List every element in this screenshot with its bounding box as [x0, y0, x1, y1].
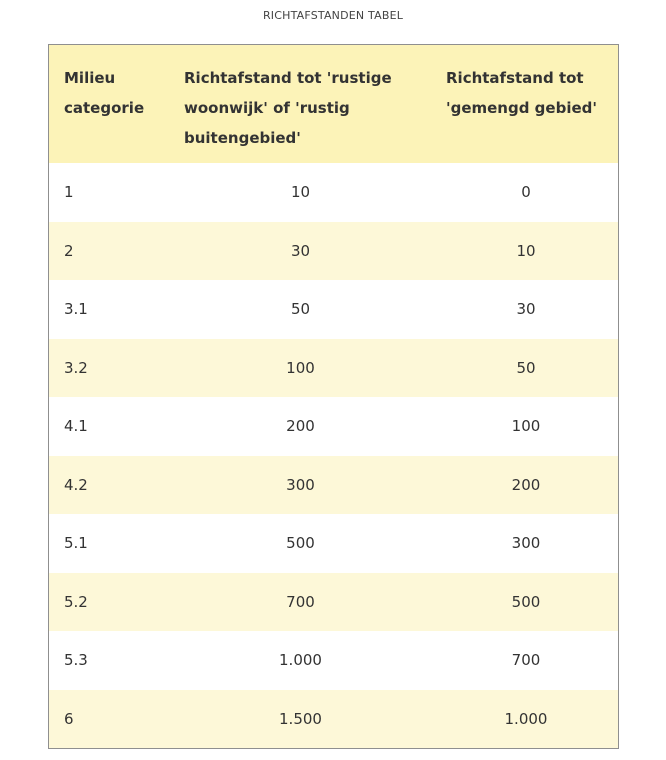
table-row	[49, 514, 618, 573]
header-milieu-categorie	[64, 63, 164, 123]
cell-category: 5.3	[64, 651, 88, 669]
table-row	[49, 222, 618, 281]
table-row	[49, 456, 618, 515]
table-row	[49, 339, 618, 398]
cell-rustig-distance: 1.500	[279, 709, 322, 728]
cell-category: 3.2	[64, 358, 88, 377]
header-line: categorie	[64, 99, 145, 117]
table-header	[49, 45, 618, 163]
cell-gemengd-distance: 0	[521, 183, 531, 201]
header-line: woonwijk' of 'rustig	[184, 99, 350, 117]
table-row	[49, 573, 618, 632]
table-body	[49, 163, 618, 748]
header-line: 'gemengd gebied'	[446, 99, 597, 117]
header-line: Richtafstand tot	[446, 69, 584, 87]
cell-gemengd-distance: 30	[516, 300, 536, 318]
header-line: Richtafstand tot 'rustige	[184, 69, 392, 87]
cell-rustig-distance: 100	[286, 358, 315, 377]
cell-gemengd-distance: 100	[511, 417, 541, 435]
header-line: buitengebied'	[184, 129, 301, 147]
cell-rustig-distance: 500	[286, 534, 315, 552]
cell-rustig-distance: 200	[286, 417, 315, 435]
distance-table	[48, 44, 619, 749]
table-caption: RICHTAFSTANDEN TABEL	[262, 9, 404, 22]
cell-gemengd-distance: 300	[511, 534, 541, 552]
header-richtafstand-rustig	[184, 63, 414, 153]
cell-gemengd-distance: 200	[511, 475, 541, 494]
cell-rustig-distance: 300	[286, 475, 315, 494]
cell-gemengd-distance: 10	[516, 241, 536, 260]
cell-category: 4.1	[64, 417, 88, 435]
cell-gemengd-distance: 1.000	[504, 709, 548, 728]
cell-category: 3.1	[64, 300, 88, 318]
cell-category: 2	[64, 241, 74, 260]
cell-gemengd-distance: 50	[516, 358, 536, 377]
table-row	[49, 280, 618, 339]
cell-gemengd-distance: 700	[511, 651, 541, 669]
cell-rustig-distance: 30	[290, 241, 311, 260]
table-row	[49, 163, 618, 222]
table-row	[49, 397, 618, 456]
cell-category: 6	[64, 709, 74, 728]
table-row	[49, 690, 618, 749]
cell-rustig-distance: 50	[290, 300, 311, 318]
cell-rustig-distance: 700	[286, 592, 315, 611]
cell-category: 5.1	[64, 534, 88, 552]
header-line: Milieu	[64, 69, 116, 87]
cell-rustig-distance: 1.000	[279, 651, 322, 669]
cell-category: 4.2	[64, 475, 88, 494]
cell-category: 5.2	[64, 592, 88, 611]
table-row	[49, 631, 618, 690]
header-richtafstand-gemengd	[446, 63, 606, 123]
cell-category: 1	[64, 183, 74, 201]
cell-gemengd-distance: 500	[511, 592, 541, 611]
cell-rustig-distance: 10	[290, 183, 311, 201]
